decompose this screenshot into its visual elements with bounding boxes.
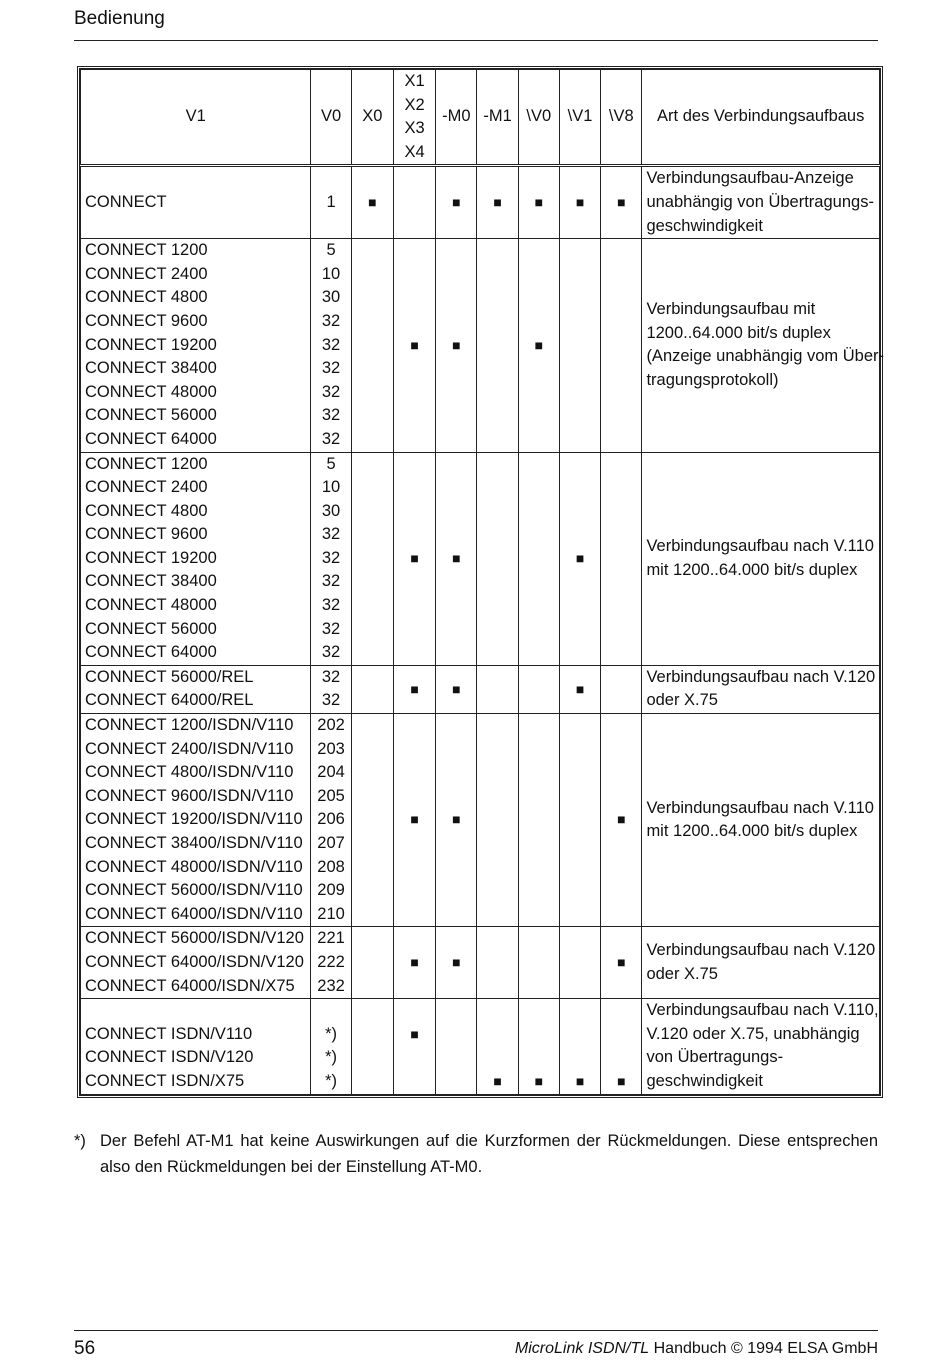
- result-code: 232: [317, 976, 345, 995]
- mark-cell: [393, 166, 435, 239]
- mark-cell: [436, 166, 477, 239]
- result-message: CONNECT 9600/ISDN/V110: [85, 786, 294, 805]
- result-code: 32: [321, 667, 341, 686]
- mark-cell: [559, 927, 600, 999]
- result-code: 30: [321, 501, 341, 520]
- mark-cell: [518, 927, 559, 999]
- table-row: [81, 665, 880, 713]
- result-message: CONNECT 48000/ISDN/V110: [85, 857, 303, 876]
- result-message: CONNECT: [85, 192, 167, 211]
- table-row: [81, 927, 880, 999]
- mark-cell: [559, 999, 600, 1094]
- filled-square-icon: ■: [410, 811, 419, 828]
- result-message: CONNECT ISDN/V120: [85, 1048, 254, 1067]
- filled-square-icon: ■: [452, 336, 461, 353]
- mark-cell: [436, 239, 477, 452]
- result-message: CONNECT 19200: [85, 548, 217, 567]
- filled-square-icon: ■: [575, 680, 585, 697]
- footer-copyright: Handbuch © 1994 ELSA GmbH: [653, 1340, 878, 1357]
- result-code: 202: [317, 716, 345, 735]
- result-code: 5: [326, 241, 336, 260]
- footnote: [74, 1128, 878, 1180]
- mark-cell: [601, 166, 642, 239]
- filled-square-icon: ■: [410, 1025, 419, 1042]
- mark-cell: [436, 452, 477, 665]
- description-line: geschwindigkeit: [646, 1071, 763, 1090]
- description-line: mit 1200..64.000 bit/s duplex: [646, 822, 858, 841]
- result-code: *): [325, 1024, 338, 1043]
- col-header-x2-line: X2: [404, 95, 425, 114]
- result-code: 32: [321, 596, 341, 615]
- mark-cell: [477, 665, 518, 713]
- description-line: oder X.75: [646, 691, 718, 710]
- result-code: 206: [317, 810, 345, 829]
- col-header-m0: -M0: [436, 70, 477, 166]
- result-message: CONNECT 1200/ISDN/V110: [85, 716, 294, 735]
- description-line: 1200..64.000 bit/s duplex: [646, 323, 831, 342]
- filled-square-icon: ■: [410, 549, 419, 566]
- result-code: 10: [321, 478, 341, 497]
- col-header-description: Art des Verbindungsaufbaus: [642, 70, 880, 166]
- filled-square-icon: ■: [617, 193, 626, 210]
- result-message: CONNECT 4800/ISDN/V110: [85, 763, 294, 782]
- filled-square-icon: ■: [452, 811, 461, 828]
- description-line: Verbindungsaufbau nach V.110: [646, 537, 874, 556]
- mark-cell: [601, 714, 642, 927]
- col-header-x1-line: X1: [404, 72, 425, 90]
- description-line: von Übertragungs-: [646, 1048, 784, 1067]
- page-number: 56: [74, 1338, 96, 1359]
- result-message: CONNECT 64000/ISDN/X75: [85, 976, 295, 995]
- mark-cell: [601, 452, 642, 665]
- footer-product: MicroLink ISDN/TL: [514, 1340, 650, 1357]
- mark-cell: [351, 999, 393, 1094]
- description-line: Verbindungsaufbau mit: [646, 300, 816, 319]
- filled-square-icon: ■: [534, 1072, 544, 1089]
- table-row: [81, 452, 880, 665]
- filled-square-icon: ■: [452, 680, 461, 697]
- connection-description-cell: [642, 166, 880, 239]
- result-message: CONNECT 1200: [85, 454, 208, 473]
- mark-cell: [477, 999, 518, 1094]
- connection-description-cell: [642, 665, 880, 713]
- result-code: 32: [321, 525, 341, 544]
- result-message: CONNECT 2400: [85, 264, 208, 283]
- table-header-row: [81, 70, 880, 166]
- result-message-cell: [81, 239, 311, 452]
- mark-cell: [559, 714, 600, 927]
- mark-cell: [601, 999, 642, 1094]
- result-message: CONNECT 56000/ISDN/V120: [85, 929, 304, 948]
- footnote-text: Der Befehl AT-M1 hat keine Auswirkungen auf die Kurzformen der Rückmeldungen. Diese entsprechen also den Rückmeldungen bei der Einstellung AT-M0.: [100, 1132, 878, 1176]
- table-row: [81, 239, 880, 452]
- connection-description-cell: [642, 927, 880, 999]
- result-code: 1: [326, 192, 336, 211]
- result-code: 30: [321, 288, 341, 307]
- result-code-cell: [311, 714, 351, 927]
- description-line: geschwindigkeit: [646, 216, 763, 235]
- col-header-bs-v8: \V8: [601, 70, 642, 166]
- result-message: CONNECT 64000: [85, 429, 217, 448]
- table-row: [81, 166, 880, 239]
- mark-cell: [351, 714, 393, 927]
- result-message: CONNECT 2400: [85, 478, 208, 497]
- result-message: CONNECT 1200: [85, 241, 208, 260]
- result-code: *): [325, 1048, 338, 1067]
- result-message: CONNECT 56000: [85, 406, 217, 425]
- result-code: 32: [321, 335, 341, 354]
- result-code: 221: [317, 929, 345, 948]
- result-code: 32: [321, 429, 341, 448]
- result-code: 32: [321, 382, 341, 401]
- filled-square-icon: ■: [534, 193, 544, 210]
- result-code: 32: [321, 619, 341, 638]
- footer-divider: [74, 1330, 878, 1331]
- result-message: CONNECT 56000: [85, 619, 217, 638]
- mark-cell: [393, 999, 435, 1094]
- result-code: 222: [317, 952, 345, 971]
- result-message-cell: [81, 999, 311, 1094]
- result-code: 32: [321, 548, 341, 567]
- result-message: CONNECT 56000/REL: [85, 667, 254, 686]
- filled-square-icon: ■: [617, 1072, 626, 1089]
- filled-square-icon: ■: [617, 811, 626, 828]
- filled-square-icon: ■: [452, 953, 461, 970]
- connection-description-cell: [642, 714, 880, 927]
- mark-cell: [518, 665, 559, 713]
- col-header-m1: -M1: [477, 70, 518, 166]
- filled-square-icon: ■: [575, 1072, 585, 1089]
- mark-cell: [601, 665, 642, 713]
- result-message: CONNECT ISDN/X75: [85, 1071, 245, 1090]
- result-code-cell: [311, 999, 351, 1094]
- filled-square-icon: ■: [410, 336, 419, 353]
- result-message: CONNECT 56000/ISDN/V110: [85, 881, 303, 900]
- result-message: CONNECT 4800: [85, 501, 208, 520]
- mark-cell: [477, 239, 518, 452]
- mark-cell: [559, 166, 600, 239]
- filled-square-icon: ■: [410, 953, 419, 970]
- mark-cell: [393, 927, 435, 999]
- result-message: CONNECT 48000: [85, 596, 217, 615]
- mark-cell: [393, 665, 435, 713]
- filled-square-icon: ■: [410, 680, 419, 697]
- mark-cell: [559, 239, 600, 452]
- result-code: 32: [321, 359, 341, 378]
- result-code-cell: [311, 665, 351, 713]
- mark-cell: [351, 452, 393, 665]
- mark-cell: [477, 927, 518, 999]
- description-line: Verbindungsaufbau nach V.120: [646, 667, 876, 686]
- result-code: 32: [321, 691, 341, 710]
- result-code-cell: [311, 452, 351, 665]
- table-row: [81, 999, 880, 1094]
- mark-cell: [518, 239, 559, 452]
- footnote-marker: *): [74, 1132, 86, 1150]
- connection-description-cell: [642, 999, 880, 1094]
- result-code: 208: [317, 857, 345, 876]
- result-code: 10: [321, 264, 341, 283]
- result-code: 32: [321, 643, 341, 662]
- result-code: 210: [317, 904, 345, 923]
- result-message: CONNECT 38400: [85, 359, 217, 378]
- description-line: Verbindungsaufbau-Anzeige: [646, 169, 854, 188]
- mark-cell: [518, 452, 559, 665]
- mark-cell: [559, 452, 600, 665]
- result-message: CONNECT 64000/ISDN/V110: [85, 904, 303, 923]
- description-line: tragungsprotokoll): [646, 370, 779, 389]
- result-message-cell: [81, 665, 311, 713]
- col-header-x0: X0: [351, 70, 393, 166]
- filled-square-icon: ■: [575, 193, 585, 210]
- mark-cell: [436, 714, 477, 927]
- table-row: [81, 714, 880, 927]
- mark-cell: [601, 239, 642, 452]
- result-message: CONNECT 19200/ISDN/V110: [85, 810, 303, 829]
- filled-square-icon: ■: [534, 336, 544, 353]
- col-header-x3-line: X3: [404, 119, 425, 138]
- col-header-bs-v0: \V0: [518, 70, 559, 166]
- result-code: 32: [321, 311, 341, 330]
- result-message: CONNECT 4800: [85, 288, 208, 307]
- col-header-bs-v1: \V1: [559, 70, 600, 166]
- filled-square-icon: ■: [452, 549, 461, 566]
- description-line: V.120 oder X.75, unabhängig: [646, 1024, 860, 1043]
- mark-cell: [518, 166, 559, 239]
- result-message: CONNECT 9600: [85, 311, 208, 330]
- result-code-cell: [311, 166, 351, 239]
- result-code: 5: [326, 454, 336, 473]
- result-message: CONNECT 64000/ISDN/V120: [85, 952, 304, 971]
- result-code: *): [325, 1071, 338, 1090]
- mark-cell: [518, 999, 559, 1094]
- result-code: 32: [321, 572, 341, 591]
- result-code-cell: [311, 927, 351, 999]
- result-code-cell: [311, 239, 351, 452]
- connection-description-cell: [642, 452, 880, 665]
- result-message: CONNECT 64000/REL: [85, 691, 254, 710]
- description-line: oder X.75: [646, 964, 718, 983]
- mark-cell: [436, 999, 477, 1094]
- mark-cell: [393, 714, 435, 927]
- filled-square-icon: ■: [493, 1072, 502, 1089]
- col-header-v1: V1: [81, 70, 311, 166]
- mark-cell: [393, 452, 435, 665]
- description-line: mit 1200..64.000 bit/s duplex: [646, 560, 858, 579]
- result-message: CONNECT ISDN/V110: [85, 1024, 253, 1043]
- result-code: 205: [317, 786, 345, 805]
- result-message: CONNECT 38400/ISDN/V110: [85, 834, 303, 852]
- mark-cell: [351, 927, 393, 999]
- result-code: 32: [321, 406, 341, 425]
- result-message-cell: [81, 927, 311, 999]
- col-header-x1-x4: [393, 70, 435, 166]
- footer-imprint: [515, 1340, 878, 1358]
- description-line: Verbindungsaufbau nach V.120: [646, 941, 876, 960]
- result-message: CONNECT 2400/ISDN/V110: [85, 739, 294, 758]
- description-line: (Anzeige unabhängig vom Über-: [646, 347, 884, 366]
- mark-cell: [477, 452, 518, 665]
- mark-cell: [351, 166, 393, 239]
- result-message-cell: [81, 714, 311, 927]
- result-code: 204: [317, 763, 345, 782]
- description-line: Verbindungsaufbau nach V.110,: [646, 1001, 879, 1020]
- col-header-x4-line: X4: [404, 142, 425, 161]
- mark-cell: [559, 665, 600, 713]
- result-message-cell: [81, 166, 311, 239]
- filled-square-icon: ■: [368, 193, 377, 210]
- description-line: Verbindungsaufbau nach V.110: [646, 798, 874, 817]
- col-header-v0: V0: [311, 70, 351, 166]
- result-message: CONNECT 38400: [85, 572, 217, 591]
- mark-cell: [477, 166, 518, 239]
- filled-square-icon: ■: [617, 953, 626, 970]
- result-code: 209: [317, 881, 345, 900]
- mark-cell: [436, 665, 477, 713]
- result-codes-table: [77, 66, 883, 1098]
- filled-square-icon: ■: [575, 549, 585, 566]
- result-message: CONNECT 64000: [85, 643, 217, 662]
- mark-cell: [351, 665, 393, 713]
- mark-cell: [436, 927, 477, 999]
- result-message: CONNECT 9600: [85, 525, 208, 544]
- result-code: 203: [317, 739, 345, 758]
- mark-cell: [351, 239, 393, 452]
- mark-cell: [477, 714, 518, 927]
- result-message-cell: [81, 452, 311, 665]
- page-header-title: Bedienung: [74, 8, 165, 29]
- header-divider: [74, 40, 878, 41]
- mark-cell: [518, 714, 559, 927]
- result-message: CONNECT 19200: [85, 335, 217, 354]
- mark-cell: [601, 927, 642, 999]
- result-message: CONNECT 48000: [85, 382, 217, 401]
- filled-square-icon: ■: [452, 193, 461, 210]
- result-code: 207: [317, 834, 345, 852]
- connection-description-cell: [642, 239, 884, 452]
- mark-cell: [393, 239, 435, 452]
- filled-square-icon: ■: [493, 193, 502, 210]
- description-line: unabhängig von Übertragungs-: [646, 192, 874, 211]
